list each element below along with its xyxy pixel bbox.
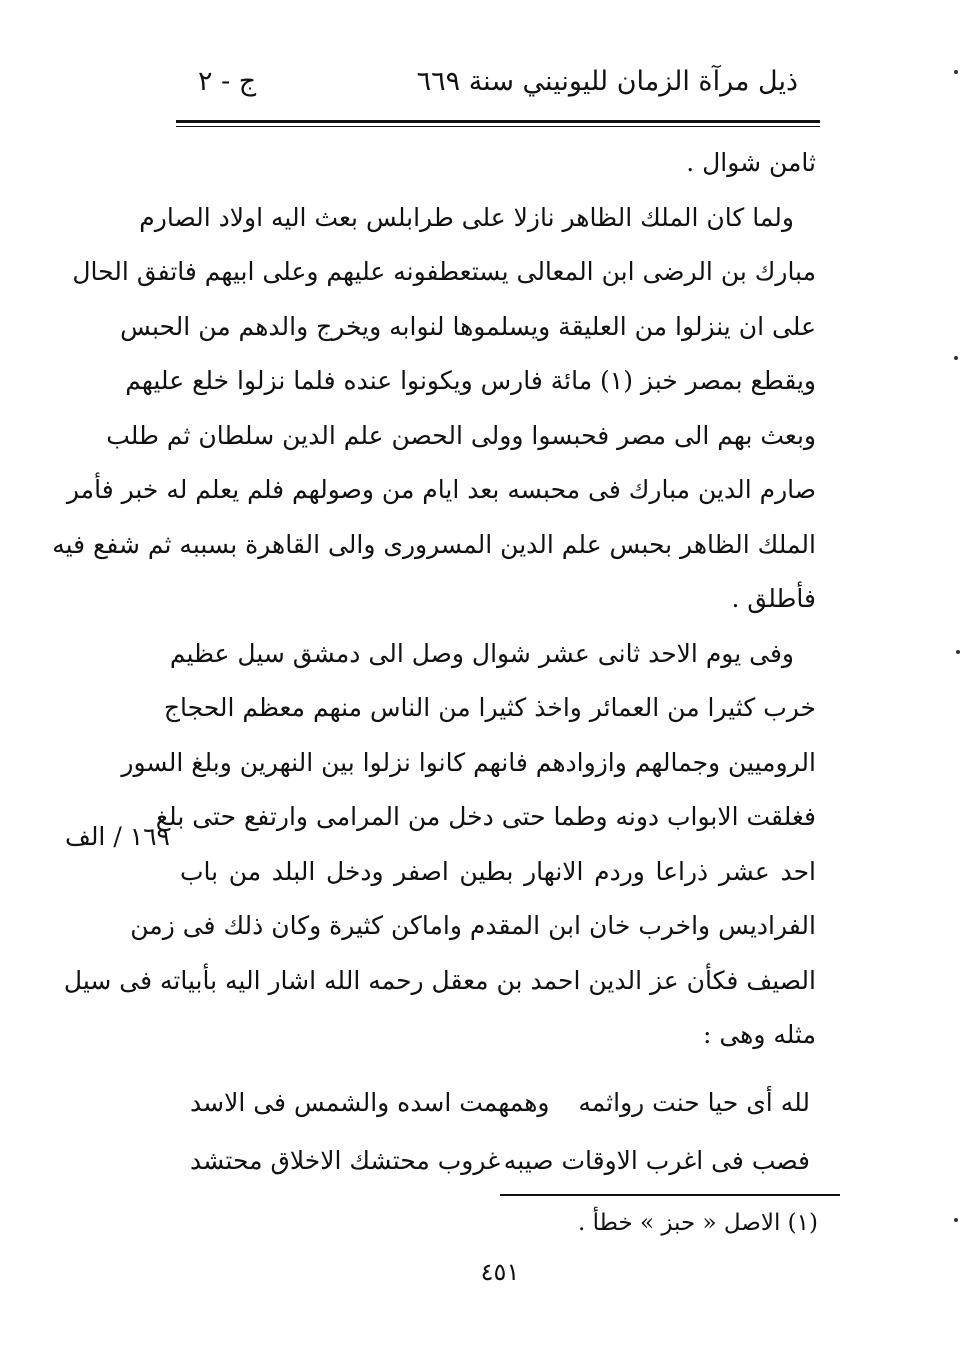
page-number: ٤٥١ xyxy=(480,1258,520,1286)
volume-number: ج - ٢ xyxy=(198,66,257,97)
verse-line xyxy=(190,1146,810,1196)
scan-speck xyxy=(954,1218,958,1222)
running-title: ذيل مرآة الزمان لليونيني سنة ٦٦٩ xyxy=(416,66,798,97)
scan-speck xyxy=(954,70,958,74)
text-line: الروميين وجمالهم وازوادهم فانهم كانوا نزلوا بين النهرين وبلغ السور xyxy=(121,747,816,777)
header-rule-thin xyxy=(176,126,820,127)
verse-line xyxy=(190,1088,810,1138)
text-line: فغلقت الابواب دونه وطما حتى دخل من المرامى وارتفع حتى بلغ xyxy=(155,802,816,831)
footnote-rule xyxy=(500,1194,840,1196)
scan-speck xyxy=(954,356,958,360)
text-line: وفى يوم الاحد ثانى عشر شوال وصل الى دمشق سيل عظيم xyxy=(169,638,794,668)
verse-first-hemistich: فصب فى اغرب الاوقات صيبه xyxy=(503,1146,810,1175)
manuscript-folio-note: ١٦٩ / الف xyxy=(64,822,170,851)
text-line: ويقطع بمصر خبز (١) مائة فارس ويكونوا عنده فلما نزلوا خلع عليهم xyxy=(125,366,816,395)
text-line: احد عشر ذراعا وردم الانهار بطين اصفر ودخل البلد من باب xyxy=(180,856,816,886)
header-rule-thick xyxy=(176,120,820,123)
text-line: ثامن شوال . xyxy=(686,148,816,177)
text-line: مثله وهى : xyxy=(702,1020,816,1049)
text-line: خرب كثيرا من العمائر واخذ كثيرا من الناس منهم معظم الحجاج xyxy=(163,693,816,722)
verse-first-hemistich: لله أى حيا حنت رواثمه xyxy=(578,1088,810,1117)
footnote: (١) الاصل « حبز » خطأ . xyxy=(577,1210,818,1236)
text-line: مبارك بن الرضى ابن المعالى يستعطفونه عليهم وعلى ابيهم فاتفق الحال xyxy=(72,257,816,286)
text-line: صارم الدين مبارك فى محبسه بعد ايام من وصولهم فلم يعلم له خبر فأمر xyxy=(66,475,816,504)
verse-second-hemistich: وهمهمت اسده والشمس فى الاسد xyxy=(190,1088,550,1117)
running-head xyxy=(178,60,818,108)
verse-second-hemistich: غروب محتشك الاخلاق محتشد xyxy=(190,1146,501,1175)
text-line: على ان ينزلوا من العليقة ويسلموها لنوابه ويخرج والدهم من الحبس xyxy=(120,311,816,341)
text-line: وبعث بهم الى مصر فحبسوا وولى الحصن علم الدين سلطان ثم طلب xyxy=(106,420,816,450)
scan-speck xyxy=(956,650,960,654)
text-line: الصيف فكأن عز الدين احمد بن معقل رحمه الله اشار اليه بأبياته فى سيل xyxy=(63,965,816,995)
text-line: فأطلق . xyxy=(731,584,816,613)
text-line: الملك الظاهر بحبس علم الدين المسرورى والى القاهرة بسببه ثم شفع فيه xyxy=(52,529,816,559)
text-line: الفراديس واخرب خان ابن المقدم واماكن كثيرة وكان ذلك فى زمن xyxy=(130,911,816,940)
text-line: ولما كان الملك الظاهر نازلا على طرابلس بعث اليه اولاد الصارم xyxy=(139,202,794,232)
